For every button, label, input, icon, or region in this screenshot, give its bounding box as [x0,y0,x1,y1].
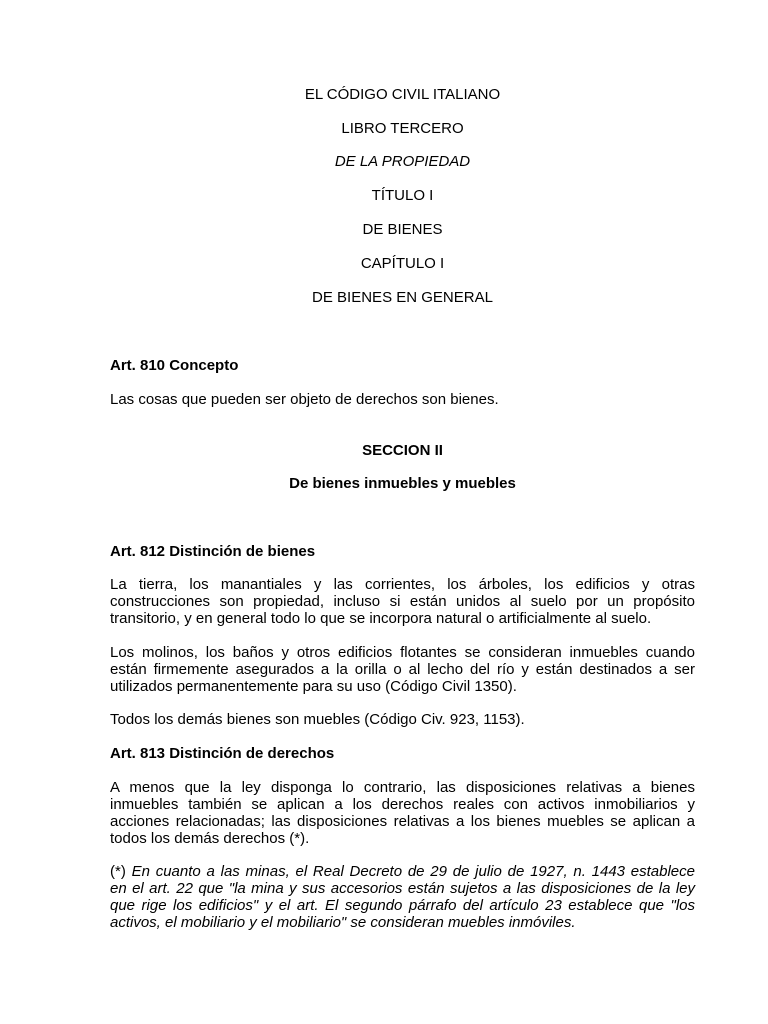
footnote-line: que rige los edificios" y el art. El segundo párrafo del artículo 23 establece que "los [110,897,695,914]
article-813-paragraph-1 [110,779,695,847]
title-name: DE BIENES [362,221,443,238]
paragraph-line: Los molinos, los baños y otros edificios flotantes se consideran inmuebles cuando [110,644,695,661]
paragraph-line: construcciones son propiedad, incluso si están unidos al suelo por un propósito [110,593,695,610]
article-810-title: Art. 810 Concepto [110,357,239,374]
article-813-title: Art. 813 Distinción de derechos [110,745,335,762]
article-812-paragraph-2 [110,644,695,695]
article-810-text: Las cosas que pueden ser objeto de derechos son bienes. [110,391,499,408]
footnote-line: activos, el mobiliario y el mobiliario" se consideran muebles inmóviles. [110,914,576,931]
chapter-name: DE BIENES EN GENERAL [312,289,493,306]
footnote-line-text: En cuanto a las minas, el Real Decreto de 29 de julio de 1927, n. 1443 establece [131,863,695,880]
section-title: SECCION II [362,442,443,459]
article-812-paragraph-3: Todos los demás bienes son muebles (Código Civ. 923, 1153). [110,711,525,728]
paragraph-line: acciones relacionadas; las disposiciones relativas a los bienes muebles se aplican a [110,813,695,830]
book-subtitle: DE LA PROPIEDAD [334,153,471,170]
footnote [110,863,695,931]
title-number: TÍTULO I [371,187,434,204]
paragraph-line: todos los demás derechos (*). [110,830,310,847]
section-subtitle: De bienes inmuebles y muebles [289,475,516,492]
paragraph-line: transitorio, y en general todo lo que se incorpora natural o artificialmente al suelo. [110,610,652,627]
paragraph-line: están firmemente asegurados a la orilla o al lecho del río y están destinados a ser [110,661,695,678]
article-812-title: Art. 812 Distinción de bienes [110,543,316,560]
document-title: EL CÓDIGO CIVIL ITALIANO [304,86,501,103]
footnote-marker: (*) [110,863,126,880]
book-title: LIBRO TERCERO [341,120,464,137]
paragraph-line: inmuebles también se aplican a los derechos reales con activos inmobiliarios y [110,796,695,813]
article-812-paragraph-1 [110,576,695,627]
paragraph-line: utilizados permanentemente para su uso (Código Civil 1350). [110,678,517,695]
footnote-line: en el art. 22 que "la mina y sus accesorios están sujetos a las disposiciones de la ley [110,880,695,897]
chapter-number: CAPÍTULO I [360,255,445,272]
paragraph-line: A menos que la ley disponga lo contrario, las disposiciones relativas a bienes [110,779,695,796]
footnote-line [110,863,695,880]
paragraph-line: La tierra, los manantiales y las corrientes, los árboles, los edificios y otras [110,576,695,593]
